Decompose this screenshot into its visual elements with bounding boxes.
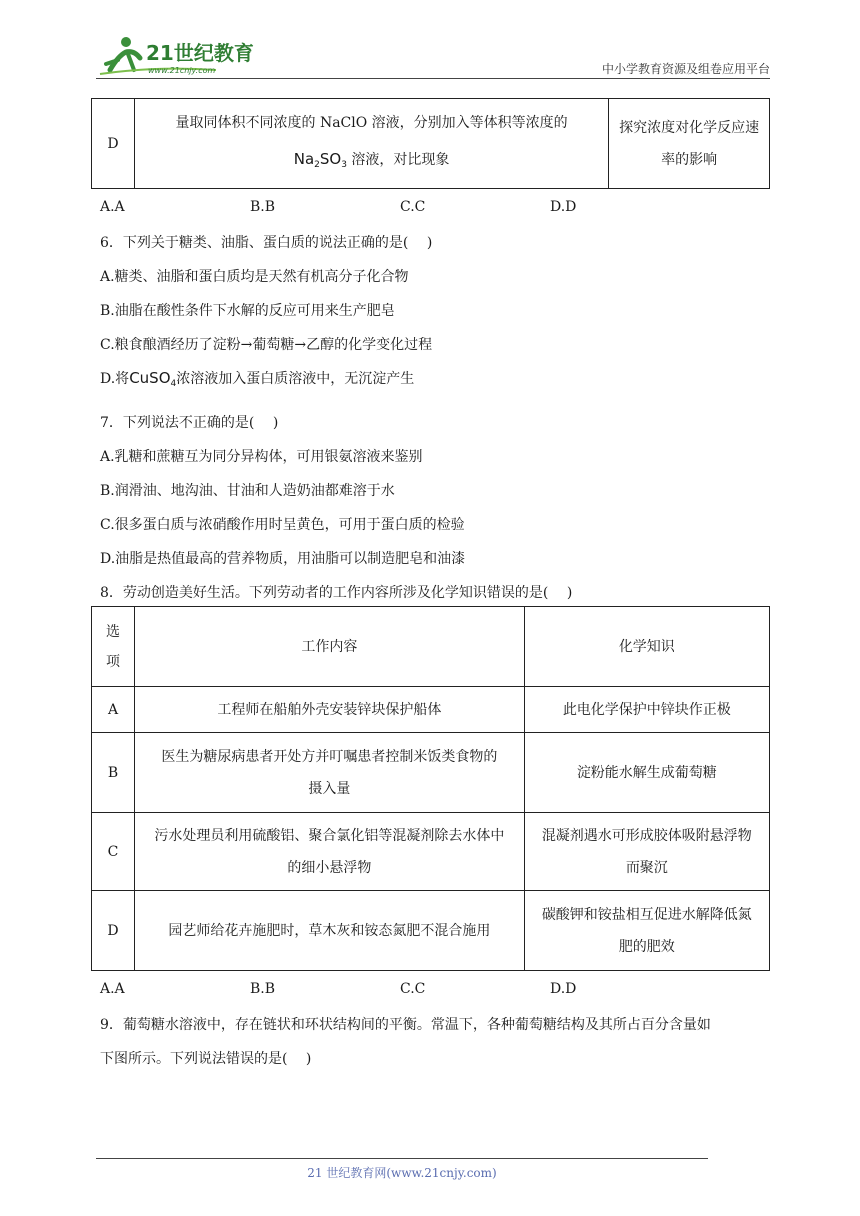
row-option: C bbox=[92, 813, 135, 891]
table-row bbox=[92, 813, 770, 891]
q6-d-prefix: D.将 bbox=[100, 371, 130, 387]
choice-b[interactable]: B.B bbox=[250, 981, 276, 997]
purpose-line-2: 率的影响 bbox=[661, 151, 718, 168]
row-work-line-2: 摄入量 bbox=[308, 780, 351, 797]
purpose-line-1: 探究浓度对化学反应速 bbox=[619, 119, 760, 136]
formula-cuso4: CuSO$_4$ bbox=[129, 369, 177, 389]
header-option-line-2: 项 bbox=[106, 653, 121, 670]
q7-option-d[interactable]: D.油脂是热值最高的营养物质，用油脂可以制造肥皂和油漆 bbox=[100, 551, 466, 567]
content-line-2-suffix: 溶液，对比现象 bbox=[351, 151, 450, 168]
row-work bbox=[135, 813, 525, 891]
q7-option-b[interactable]: B.润滑油、地沟油、甘油和人造奶油都难溶于水 bbox=[100, 483, 395, 499]
row-knowledge-line-2: 而聚沉 bbox=[625, 859, 668, 876]
logo-text: 21世纪教育 bbox=[146, 41, 254, 65]
logo-url: www.21cnjy.com bbox=[148, 66, 216, 75]
page-header bbox=[96, 30, 770, 80]
row-option: A bbox=[92, 687, 135, 733]
row-option: B bbox=[92, 733, 135, 813]
table-cell-purpose bbox=[609, 99, 770, 189]
row-knowledge-line-1: 混凝剂遇水可形成胶体吸附悬浮物 bbox=[541, 827, 752, 844]
table-row bbox=[92, 733, 770, 813]
row-work-line-1: 医生为糖尿病患者开处方并叮嘱患者控制米饭类食物的 bbox=[161, 748, 498, 765]
choice-a[interactable]: A.A bbox=[100, 199, 125, 215]
row-knowledge bbox=[524, 891, 769, 971]
q8-table bbox=[91, 606, 770, 971]
q9-stem-line-1: 9．葡萄糖水溶液中，存在链状和环状结构间的平衡。常温下，各种葡萄糖结构及其所占百分含量如 bbox=[100, 1017, 711, 1033]
row-knowledge-line-1: 碳酸钾和铵盐相互促进水解降低氮 bbox=[541, 906, 752, 923]
content-line-2 bbox=[143, 141, 600, 183]
footer-divider bbox=[96, 1158, 708, 1159]
q6-option-a[interactable]: A.糖类、油脂和蛋白质均是天然有机高分子化合物 bbox=[100, 269, 409, 285]
choice-d[interactable]: D.D bbox=[550, 981, 577, 997]
q6-d-suffix: 浓溶液加入蛋白质溶液中，无沉淀产生 bbox=[176, 371, 415, 387]
header-option bbox=[92, 607, 135, 687]
header-divider bbox=[96, 78, 770, 79]
q6-stem: 6．下列关于糖类、油脂、蛋白质的说法正确的是( ) bbox=[100, 235, 433, 251]
header-knowledge: 化学知识 bbox=[524, 607, 769, 687]
table-row bbox=[92, 687, 770, 733]
row-knowledge: 淀粉能水解生成葡萄糖 bbox=[524, 733, 769, 813]
row-work-line-1: 污水处理员利用硫酸铝、聚合氯化铝等混凝剂除去水体中 bbox=[154, 827, 505, 844]
row-work: 园艺师给花卉施肥时，草木灰和铵态氮肥不混合施用 bbox=[135, 891, 525, 971]
site-logo bbox=[96, 30, 266, 78]
q6-option-d[interactable] bbox=[100, 368, 414, 389]
q7-stem: 7．下列说法不正确的是( ) bbox=[100, 415, 279, 431]
q8-stem: 8．劳动创造美好生活。下列劳动者的工作内容所涉及化学知识错误的是( ) bbox=[100, 585, 573, 601]
q6-option-c[interactable]: C.粮食酿酒经历了淀粉→葡萄糖→乙醇的化学变化过程 bbox=[100, 337, 433, 353]
choice-d[interactable]: D.D bbox=[550, 199, 577, 215]
choice-c[interactable]: C.C bbox=[400, 981, 426, 997]
table-cell-option: D bbox=[92, 99, 135, 189]
row-work-line-2: 的细小悬浮物 bbox=[287, 859, 372, 876]
row-knowledge: 此电化学保护中锌块作正极 bbox=[524, 687, 769, 733]
q6-option-b[interactable]: B.油脂在酸性条件下水解的反应可用来生产肥皂 bbox=[100, 303, 395, 319]
row-work bbox=[135, 733, 525, 813]
q5-table-continuation bbox=[91, 98, 770, 189]
formula-na2so3: $Na_2SO_3$ bbox=[293, 149, 347, 170]
choice-b[interactable]: B.B bbox=[250, 199, 276, 215]
q7-option-c[interactable]: C.很多蛋白质与浓硝酸作用时呈黄色，可用于蛋白质的检验 bbox=[100, 517, 465, 533]
platform-name: 中小学教育资源及组卷应用平台 bbox=[601, 62, 770, 76]
content-line-1: 量取同体积不同浓度的 NaClO 溶液，分别加入等体积等浓度的 bbox=[175, 114, 568, 131]
q7-option-a[interactable]: A.乳糖和蔗糖互为同分异构体，可用银氨溶液来鉴别 bbox=[100, 449, 423, 465]
header-work: 工作内容 bbox=[135, 607, 525, 687]
row-option: D bbox=[92, 891, 135, 971]
row-knowledge bbox=[524, 813, 769, 891]
q9-stem-line-2: 下图所示。下列说法错误的是( ) bbox=[100, 1051, 312, 1067]
table-cell-content bbox=[135, 99, 609, 189]
footer-text[interactable]: 21 世纪教育网(www.21cnjy.com) bbox=[307, 1166, 497, 1180]
row-knowledge-line-2: 肥的肥效 bbox=[618, 938, 675, 955]
header-option-line-1: 选 bbox=[106, 623, 121, 640]
choice-a[interactable]: A.A bbox=[100, 981, 125, 997]
row-work: 工程师在船舶外壳安装锌块保护船体 bbox=[135, 687, 525, 733]
table-row bbox=[92, 891, 770, 971]
choice-c[interactable]: C.C bbox=[400, 199, 426, 215]
